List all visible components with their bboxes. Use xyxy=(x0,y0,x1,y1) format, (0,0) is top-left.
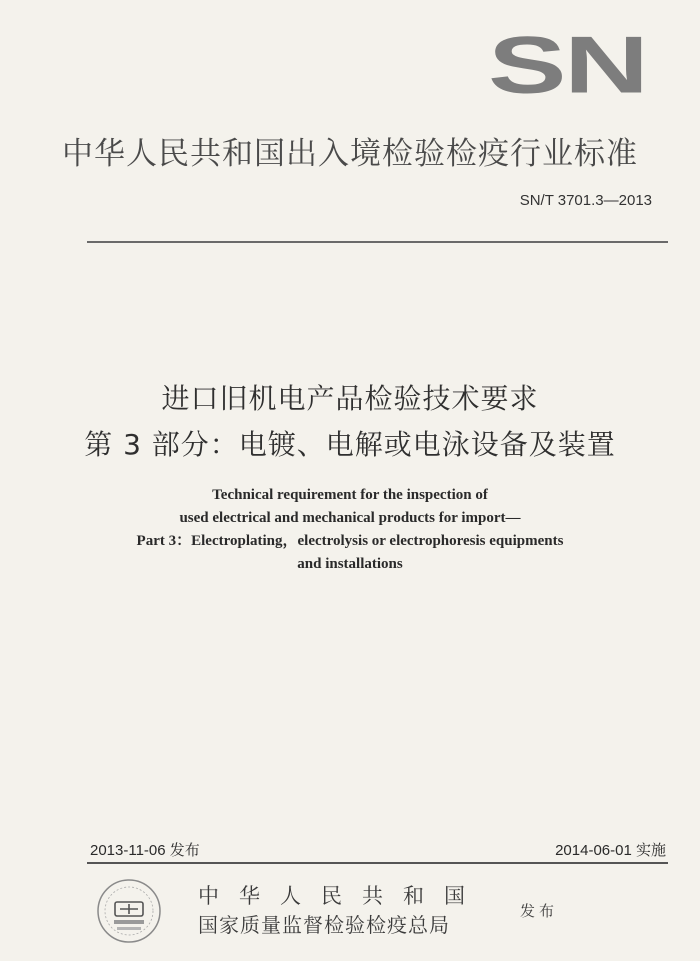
issuer-agency: 国家质量监督检验检疫总局 xyxy=(198,913,450,937)
title-cn-line2: 第 3 部分：电镀、电解或电泳设备及装置 xyxy=(84,428,616,461)
agency-heading: 中华人民共和国出入境检验检疫行业标准 xyxy=(62,136,638,172)
title-en xyxy=(0,484,700,576)
standard-code: SN/T 3701.3—2013 xyxy=(519,192,652,209)
issuer-country: 中华人民共和国 xyxy=(198,884,485,908)
publish-label: 发布 xyxy=(520,902,559,920)
title-en-line: Technical requirement for the inspection of xyxy=(212,487,488,503)
title-en-line: and installations xyxy=(297,556,403,572)
implementation-date: 2014-06-01 实施 xyxy=(555,842,666,859)
sn-logo: SN xyxy=(488,20,647,111)
top-divider xyxy=(87,241,668,243)
title-en-line: Part 3：Electroplating，electrolysis or electrophoresis equipments xyxy=(136,533,564,549)
title-cn-line1: 进口旧机电产品检验技术要求 xyxy=(161,382,539,415)
bottom-divider xyxy=(87,862,668,864)
title-en-line: used electrical and mechanical products for import— xyxy=(179,510,521,526)
issue-date: 2013-11-06 发布 xyxy=(90,842,200,859)
publisher-seal-icon xyxy=(96,878,162,944)
